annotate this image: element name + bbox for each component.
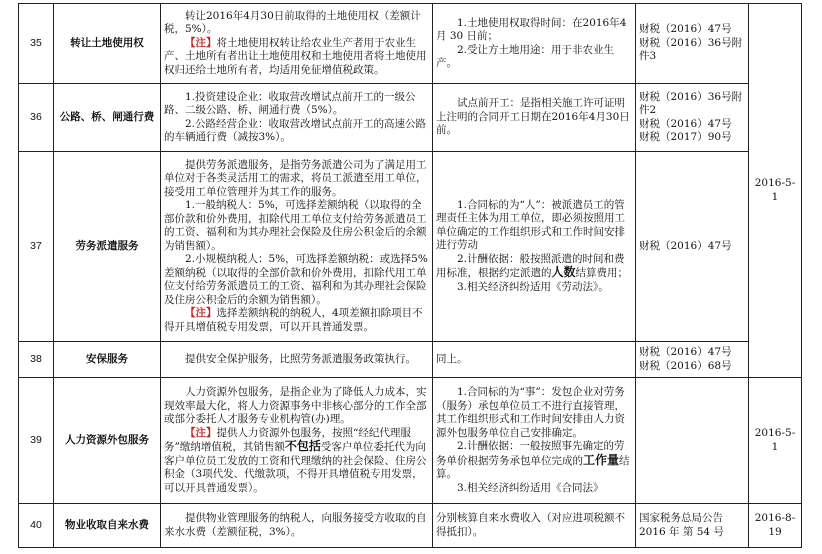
table-row [19, 4, 802, 84]
table-row [19, 504, 802, 548]
document-ref: 财税（2016）47号 [639, 117, 732, 130]
effective-date: 2016-5-1 [749, 4, 802, 378]
policy-documents [636, 378, 749, 504]
row-number: 36 [19, 84, 54, 152]
remark-paragraph: 3.相关经济纠纷适用《合同法》 [457, 481, 604, 494]
item-remarks [433, 152, 636, 342]
table-row [19, 342, 802, 378]
item-name: 人力资源外包服务 [54, 378, 161, 504]
tax-policy-table [18, 3, 802, 548]
remark-paragraph: 2.计酬依据：般按照派遣的时间和费用标准，根据约定派遣的人数结算费用； [436, 252, 629, 280]
row-number: 38 [19, 342, 54, 378]
item-description [161, 504, 433, 548]
item-name: 转让土地使用权 [54, 4, 161, 84]
remark-paragraph: 2.受让方土地用途：用于非农业生产。 [436, 43, 615, 69]
remark-paragraph: 3.相关经济纠纷适用《劳动法》。 [457, 280, 609, 293]
description-paragraph: 1.投资建设企业：收取营改增试点前开工的一级公路、二级公路、桥、闸通行费（5%）。 [164, 90, 416, 116]
description-paragraph: 1.一般纳税人：5%，可选择差额纳税（以取得的全部价款和价外费用，扣除代用工单位支付给劳务派遣员工的工资、福利和为其办理社会保险及住房公积金后的余额为销售额）。 [164, 199, 427, 252]
item-remarks [433, 504, 636, 548]
item-remarks [433, 342, 636, 378]
note-tag: 【注】 [185, 426, 217, 439]
remark-paragraph: 分别核算自来水费收入（对应进项税额不得抵扣）。 [436, 512, 625, 538]
policy-documents [636, 152, 749, 342]
item-name: 劳务派遣服务 [54, 152, 161, 342]
document-ref: 财税（2016）47号 [639, 23, 732, 36]
emphasis: 工作量 [583, 452, 620, 467]
note-tag: 【注】 [185, 36, 217, 49]
effective-date: 2016-8-19 [749, 504, 802, 548]
item-description [161, 84, 433, 152]
document-ref: 财税（2016）68号 [639, 359, 732, 372]
remark-paragraph: 同上。 [436, 352, 468, 365]
item-remarks [433, 4, 636, 84]
table-row [19, 84, 802, 152]
item-remarks [433, 84, 636, 152]
item-name: 公路、桥、闸通行费 [54, 84, 161, 152]
row-number: 37 [19, 152, 54, 342]
item-description [161, 152, 433, 342]
description-paragraph: 提供安全保护服务，比照劳务派遣服务政策执行。 [185, 352, 416, 365]
row-number: 39 [19, 378, 54, 504]
description-paragraph: 【注】提供人力资源外包服务，按照“经纪代理服务”缴纳增值税，其销售额不包括受客户单位委托代为向客户单位员工发放的工资和代理缴纳的社会保险、住房公积金（3项代发、代缴款项，不得开具增值税专用发票，可以开具普通发票）。 [164, 426, 427, 494]
description-paragraph: 2.小规模纳税人：5%，可选择差额纳税：或选择5%差额纳税（以取得的全部价款和价外费用，扣除代用工单位支付给劳务派遣员工的工资、福利和为其办理社会保险及住房公积金后的余额为销售额）。 [164, 253, 428, 306]
policy-documents [636, 4, 749, 84]
description-paragraph: 转让2016年4月30日前取得的土地使用权（差额计税，5%）。 [164, 9, 421, 36]
item-description [161, 378, 433, 504]
policy-documents [636, 504, 749, 548]
item-remarks [433, 378, 636, 504]
policy-documents [636, 84, 749, 152]
description-paragraph: 2.公路经营企业：收取营改增试点前开工的高速公路的车辆通行费（减按3%）。 [164, 117, 427, 143]
document-ref: 财税（2016）36号附件2 [639, 90, 743, 116]
table-row [19, 152, 802, 342]
note-tag: 【注】 [185, 307, 217, 320]
description-paragraph: 提供劳务派遣服务，是指劳务派遣公司为了满足用工单位对于各类灵活用工的需求，将员工派遣至用工单位，接受用工单位管理并为其工作的服务。 [164, 158, 427, 198]
table-row [19, 378, 802, 504]
document-ref: 财税（2016）36号附件3 [639, 36, 743, 63]
document-ref: 财税（2017）90号 [639, 131, 732, 143]
item-name: 安保服务 [54, 342, 161, 378]
remark-paragraph: 1.合同标的为“人”：被派遣员工的管理责任主体为用工单位，即必须按照用工单位确定的工作组织形式和工作时间安排进行劳动 [436, 198, 625, 252]
remark-paragraph: 1.土地使用权取得时间：在2016年4月 30 日前； [436, 16, 627, 42]
emphasis: 不包括 [284, 439, 321, 453]
remark-paragraph: 1.合同标的为“事”：发包企业对劳务（服务）承包单位员工不进行直接管理，其工作组织形式和工作时间安排由人力资源外包服务单位自己安排确定。 [436, 386, 625, 439]
row-number: 35 [19, 4, 54, 84]
description-paragraph: 人力资源外包服务，是指企业为了降低人力成本，实现效率最大化，将人力资源事务中非核心部分的工作全部或部分委托人才服务专业机构管(办)理。 [164, 386, 427, 425]
document-ref: 财税（2016）47号 [639, 239, 732, 252]
remark-paragraph: 试点前开工：是指相关施工许可证明上注明的合同开工日期在2016年4月30日前。 [436, 97, 630, 137]
emphasis: 人数 [551, 265, 576, 280]
document-ref: 财税（2016）47号 [639, 346, 732, 358]
description-paragraph: 提供物业管理服务的纳税人，向服务接受方收取的自来水水费（差额征税，3%）。 [164, 512, 427, 538]
description-paragraph: 【注】将土地使用权转让给农业生产者用于农业生产、土地所有者出让土地使用权和土地使用者将土地使用权归还给土地所有者，均适用免征增值税政策。 [164, 36, 427, 76]
policy-documents [636, 342, 749, 378]
document-ref: 国家税务总局公告2016 年 第 54 号 [639, 512, 724, 538]
row-number: 40 [19, 504, 54, 548]
effective-date: 2016-5-1 [749, 378, 802, 504]
item-description [161, 342, 433, 378]
remark-paragraph: 2.计酬依据：一般按照事先确定的劳务单价根据劳务承包单位完成的工作量结算。 [436, 440, 630, 480]
item-description [161, 4, 433, 84]
description-paragraph: 【注】选择差额纳税的纳税人，4项差额扣除项目不得开具增值税专用发票，可以开具普通发票。 [164, 307, 423, 333]
item-name: 物业收取自来水费 [54, 504, 161, 548]
